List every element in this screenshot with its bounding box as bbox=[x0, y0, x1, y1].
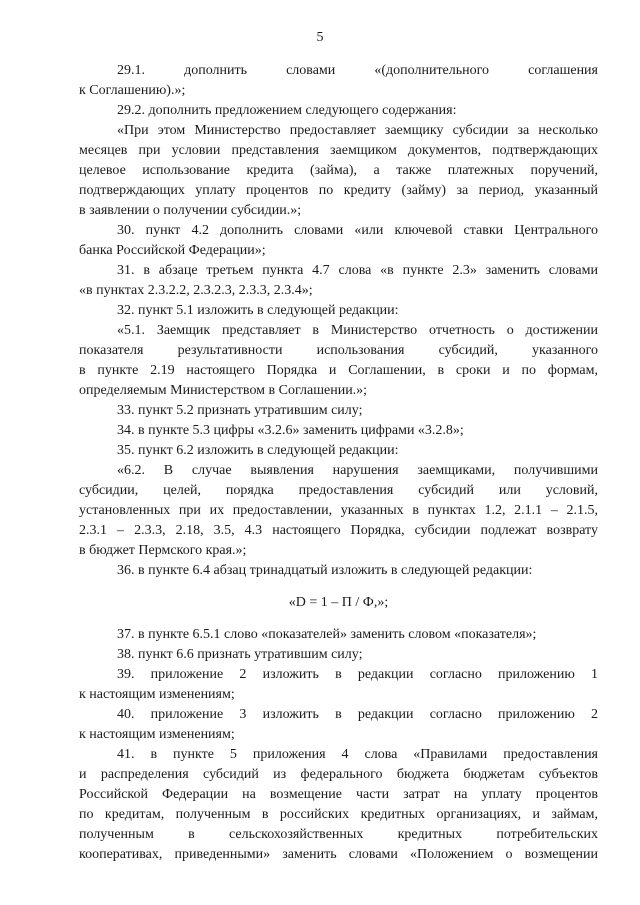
text-line: показателя результативности использования субсидий, указанного bbox=[79, 343, 598, 358]
text-line: 2.3.1 – 2.3.3, 2.18, 3.5, 4.3 настоящего Порядка, субсидии подлежат возврату bbox=[79, 523, 598, 538]
text-line: 34. в пункте 5.3 цифры «3.2.6» заменить цифрами «3.2.8»; bbox=[117, 423, 464, 438]
text-line: в бюджет Пермского края.»; bbox=[79, 543, 247, 558]
text-line: целевое использование кредита (займа), а также платежных поручений, bbox=[79, 163, 598, 178]
text-line: 38. пункт 6.6 признать утратившим силу; bbox=[117, 647, 363, 662]
text-line: Российской Федерации на возмещение части затрат на уплату процентов bbox=[79, 787, 598, 802]
text-line: месяцев при условии представления заемщиком документов, подтверждающих bbox=[79, 143, 598, 158]
text-line: установленных при их предоставлении, указанных в пунктах 1.2, 2.1.1 – 2.1.5, bbox=[79, 503, 598, 518]
text-line: 37. в пункте 6.5.1 слово «показателей» заменить словом «показателя»; bbox=[117, 627, 537, 642]
text-line: 33. пункт 5.2 признать утратившим силу; bbox=[117, 403, 363, 418]
text-line: 32. пункт 5.1 изложить в следующей редакции: bbox=[117, 303, 399, 318]
text-line: «6.2. В случае выявления нарушения заемщиками, получившими bbox=[117, 463, 598, 478]
text-line: 31. в абзаце третьем пункта 4.7 слова «в пункте 2.3» заменить словами bbox=[117, 263, 598, 278]
text-line: кооперативах, приведенными» заменить словами «Положением о возмещении bbox=[79, 847, 598, 862]
text-line: банка Российской Федерации»; bbox=[79, 243, 266, 258]
formula-line: «D = 1 – П / Ф,»; bbox=[288, 595, 389, 610]
text-line: полученным в сельскохозяйственных кредитных потребительских bbox=[79, 827, 598, 842]
text-line: к настоящим изменениям; bbox=[79, 687, 235, 702]
text-line: и распределения субсидий из федерального бюджета бюджетам субъектов bbox=[79, 767, 598, 782]
text-line: «При этом Министерство предоставляет заемщику субсидии за несколько bbox=[117, 123, 598, 138]
text-line: 29.1. дополнить словами «(дополнительного соглашения bbox=[117, 63, 598, 78]
text-line: «5.1. Заемщик представляет в Министерство отчетность о достижении bbox=[117, 323, 598, 338]
text-line: 35. пункт 6.2 изложить в следующей редакции: bbox=[117, 443, 399, 458]
text-line: в заявлении о получении субсидии.»; bbox=[79, 203, 302, 218]
text-line: 39. приложение 2 изложить в редакции согласно приложению 1 bbox=[117, 667, 598, 682]
text-line: 41. в пункте 5 приложения 4 слова «Правилами предоставления bbox=[117, 747, 598, 762]
text-line: определяемым Министерством в Соглашении.»; bbox=[79, 383, 368, 398]
text-line: субсидии, целей, порядка предоставления субсидий или условий, bbox=[79, 483, 598, 498]
text-line: к настоящим изменениям; bbox=[79, 727, 235, 742]
text-line: 29.2. дополнить предложением следующего содержания: bbox=[117, 103, 457, 118]
text-line: к Соглашению).»; bbox=[79, 83, 186, 98]
text-line: 40. приложение 3 изложить в редакции согласно приложению 2 bbox=[117, 707, 598, 722]
text-line: «в пунктах 2.3.2.2, 2.3.2.3, 2.3.3, 2.3.4»; bbox=[79, 283, 313, 298]
text-line: подтверждающих уплату процентов по кредиту (займу) за период, указанный bbox=[79, 183, 598, 198]
text-line: по кредитам, полученным в российских кредитных организациях, и займам, bbox=[79, 807, 598, 822]
document-body bbox=[79, 61, 598, 865]
text-line: 30. пункт 4.2 дополнить словами «или ключевой ставки Центрального bbox=[117, 223, 598, 238]
text-line: 36. в пункте 6.4 абзац тринадцатый изложить в следующей редакции: bbox=[117, 563, 533, 578]
text-line: в пункте 2.19 настоящего Порядка и Соглашении, в сроки и по формам, bbox=[79, 363, 598, 378]
page-number: 5 bbox=[316, 30, 324, 45]
